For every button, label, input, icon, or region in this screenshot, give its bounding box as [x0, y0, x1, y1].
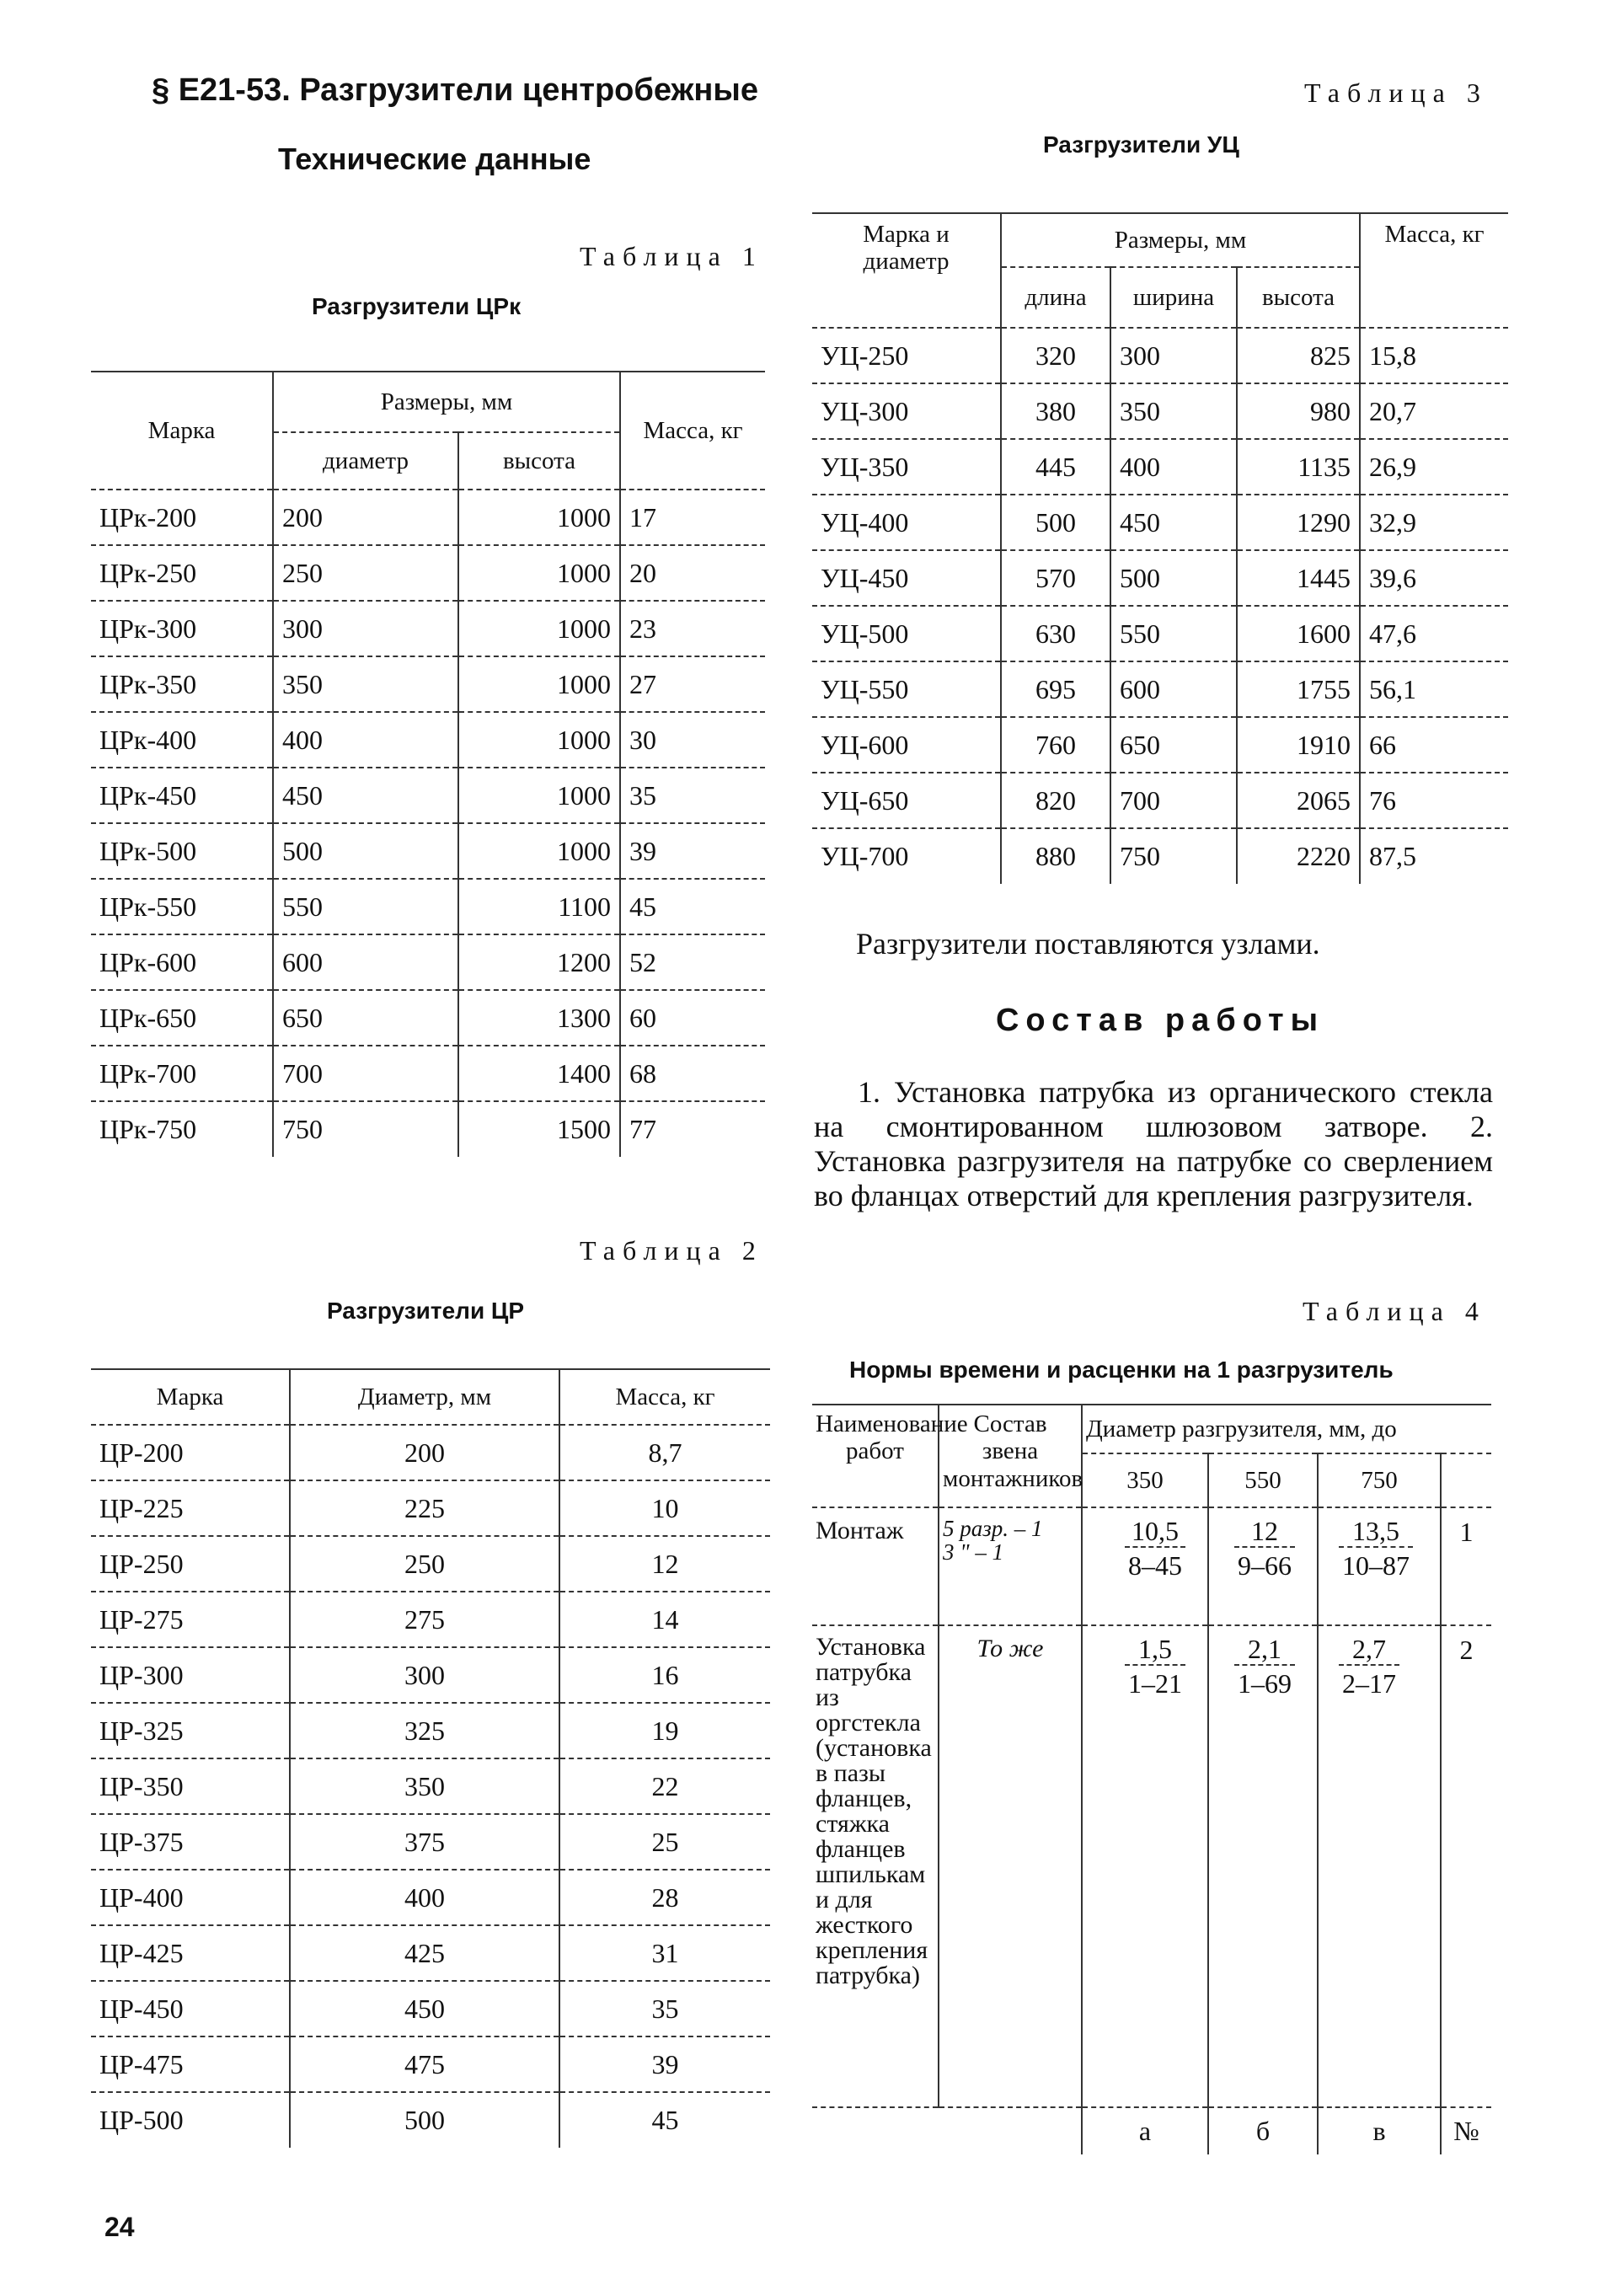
t4-row1-v2-price: 9–66: [1238, 1550, 1292, 1582]
t3-cell-length: 820: [1001, 773, 1110, 828]
t4-row2-no: 2: [1459, 1635, 1474, 1665]
t4-row2-name: Установка патрубка из оргстекла (установка в пазы фланцев, стяжка фланцев шпильками для жесткого крепления патрубка): [812, 1625, 939, 2107]
t4-row2-v2-norm: 2,1: [1234, 1635, 1295, 1666]
table-row: [812, 550, 1508, 606]
t4-row2-v3: [1318, 1625, 1441, 2107]
t3-cell-length: 380: [1001, 383, 1110, 439]
table-row: [91, 879, 765, 934]
t4-row1-v2: [1208, 1507, 1318, 1625]
t3-cell-width: 400: [1110, 439, 1237, 495]
t4-footer-empty2: [939, 2107, 1082, 2154]
t3-cell-height: 1290: [1237, 495, 1360, 550]
t2-cell-mark: ЦР-425: [91, 1925, 290, 1981]
t3-cell-mass: 76: [1360, 773, 1508, 828]
t2-cell-mass: 19: [559, 1703, 770, 1758]
table-row: [91, 768, 765, 823]
t3-cell-length: 320: [1001, 328, 1110, 383]
table-row: [91, 1046, 765, 1101]
t4-row2-crew: То же: [939, 1625, 1082, 2107]
t2-cell-diameter: 500: [290, 2092, 559, 2148]
table-row: [812, 717, 1508, 773]
t2-cell-mass: 14: [559, 1592, 770, 1647]
table-row: [91, 934, 765, 990]
table-row: [91, 1425, 770, 1480]
t3-head-width: ширина: [1110, 267, 1237, 328]
table-row: [812, 495, 1508, 550]
table-row: [91, 545, 765, 601]
t2-cell-mass: 22: [559, 1758, 770, 1814]
t3-cell-height: 1600: [1237, 606, 1360, 661]
t3-cell-width: 700: [1110, 773, 1237, 828]
t1-cell-mass: 60: [620, 990, 765, 1046]
t3-cell-mass: 47,6: [1360, 606, 1508, 661]
t1-cell-mass: 20: [620, 545, 765, 601]
t3-cell-width: 600: [1110, 661, 1237, 717]
table-row: [812, 383, 1508, 439]
table3-label: Таблица 3: [1304, 78, 1488, 108]
t1-cell-height: 1000: [458, 545, 620, 601]
t4-head-no: [1441, 1453, 1491, 1507]
t3-cell-length: 760: [1001, 717, 1110, 773]
t1-cell-diameter: 250: [273, 545, 458, 601]
table-row: [91, 990, 765, 1046]
t3-cell-mass: 39,6: [1360, 550, 1508, 606]
t4-footer-v: в: [1318, 2107, 1441, 2154]
t1-cell-diameter: 700: [273, 1046, 458, 1101]
t2-cell-diameter: 250: [290, 1536, 559, 1592]
t2-cell-diameter: 300: [290, 1647, 559, 1703]
t1-cell-height: 1000: [458, 601, 620, 656]
t1-cell-mark: ЦРк-700: [91, 1046, 273, 1101]
t4-row2-v3-norm: 2,7: [1339, 1635, 1399, 1666]
t2-cell-mass: 45: [651, 2105, 679, 2135]
t4-head-d750: 750: [1318, 1453, 1441, 1507]
table2-label: Таблица 2: [580, 1235, 763, 1266]
t3-head-sizes: Размеры, мм: [1001, 213, 1360, 267]
t3-cell-length: 500: [1001, 495, 1110, 550]
table-row: [812, 1625, 1491, 2107]
t1-cell-height: 1400: [458, 1046, 620, 1101]
t1-cell-mass: 35: [620, 768, 765, 823]
t2-cell-mass: 10: [559, 1480, 770, 1536]
t1-cell-mass: 52: [620, 934, 765, 990]
table-row: [91, 1870, 770, 1925]
table4-label: Таблица 4: [1303, 1296, 1486, 1326]
t2-cell-mark: ЦР-450: [91, 1981, 290, 2036]
t1-cell-mass: 17: [620, 490, 765, 545]
t4-row2-v1: [1082, 1625, 1208, 2107]
t2-head-mass: Масса, кг: [559, 1369, 770, 1425]
table-row: [91, 1758, 770, 1814]
t1-cell-diameter: 500: [273, 823, 458, 879]
t1-cell-mass: 27: [620, 656, 765, 712]
t2-cell-mass: 16: [559, 1647, 770, 1703]
t3-cell-height: 825: [1237, 328, 1360, 383]
t2-cell-diameter: 375: [290, 1814, 559, 1870]
t1-cell-height: 1500: [458, 1101, 620, 1157]
t1-cell-mass: 39: [620, 823, 765, 879]
t3-head-mass: Масса, кг: [1360, 213, 1508, 328]
t2-head-diameter: Диаметр, мм: [290, 1369, 559, 1425]
work-text: 1. Установка патрубка из органического стекла на смонтированном шлюзовом затворе. 2. Установка разгрузителя на патрубке со сверлением во фланцах отверстий для крепления разгрузителя.: [814, 1075, 1493, 1212]
t4-row1-v2-norm: 12: [1234, 1517, 1295, 1548]
t4-row2-v3-price: 2–17: [1342, 1668, 1396, 1699]
t2-cell-mass: 39: [559, 2036, 770, 2092]
t3-cell-height: 1910: [1237, 717, 1360, 773]
supply-note: Разгрузители поставляются узлами.: [856, 927, 1320, 961]
table-row: [91, 1703, 770, 1758]
t3-head-height: высота: [1237, 267, 1360, 328]
t4-footer-b: б: [1208, 2107, 1318, 2154]
t3-cell-mark: УЦ-450: [812, 550, 1001, 606]
t4-row1-v3-norm: 13,5: [1339, 1517, 1413, 1548]
t2-cell-mark: ЦР-225: [91, 1480, 290, 1536]
t2-cell-mark: ЦР-250: [91, 1536, 290, 1592]
t2-cell-diameter: 225: [290, 1480, 559, 1536]
table2-title: Разгрузители ЦР: [327, 1298, 525, 1324]
t3-head-mark: Марка и диаметр: [812, 213, 1001, 328]
t1-cell-mark: ЦРк-650: [91, 990, 273, 1046]
t3-cell-height: 980: [1237, 383, 1360, 439]
t1-head-mass: Масса, кг: [620, 372, 765, 490]
t1-cell-height: 1000: [458, 712, 620, 768]
t3-cell-mark: УЦ-650: [812, 773, 1001, 828]
t1-cell-height: 1300: [458, 990, 620, 1046]
t4-row1-v3: [1318, 1507, 1441, 1625]
t4-head-d550: 550: [1208, 1453, 1318, 1507]
t2-cell-mass: 35: [559, 1981, 770, 2036]
table-row: [812, 328, 1508, 383]
table-row: [91, 823, 765, 879]
t3-cell-mark: УЦ-600: [812, 717, 1001, 773]
table4: [812, 1404, 1491, 2154]
table1-title: Разгрузители ЦРк: [312, 293, 522, 319]
table-row: [91, 601, 765, 656]
t4-row1-v1-norm: 10,5: [1125, 1517, 1185, 1548]
t3-cell-length: 630: [1001, 606, 1110, 661]
table3: [812, 212, 1508, 884]
t3-cell-width: 500: [1110, 550, 1237, 606]
t4-head-name: Наименование работ: [812, 1405, 939, 1507]
t4-row2-v2: [1208, 1625, 1318, 2107]
t1-cell-mass: 77: [629, 1114, 656, 1144]
t3-cell-mark: УЦ-550: [812, 661, 1001, 717]
t2-cell-mass: 8,7: [559, 1425, 770, 1480]
t2-cell-mass: 12: [559, 1536, 770, 1592]
t2-head-mark: Марка: [91, 1369, 290, 1425]
t4-footer-empty1: [812, 2107, 939, 2154]
t1-cell-height: 1100: [458, 879, 620, 934]
t2-cell-mass: 28: [559, 1870, 770, 1925]
t3-cell-mark: УЦ-700: [812, 828, 1001, 884]
t3-cell-mass: 20,7: [1360, 383, 1508, 439]
t1-cell-mass: 23: [620, 601, 765, 656]
t1-head-sizes: Размеры, мм: [273, 372, 620, 432]
t1-cell-diameter: 550: [273, 879, 458, 934]
t1-cell-height: 1000: [458, 490, 620, 545]
t4-row1-v1-price: 8–45: [1128, 1550, 1182, 1582]
t2-cell-mass: 25: [559, 1814, 770, 1870]
t3-cell-length: 445: [1001, 439, 1110, 495]
t3-cell-width: 750: [1110, 828, 1237, 884]
t3-cell-length: 570: [1001, 550, 1110, 606]
t3-cell-mass: 26,9: [1360, 439, 1508, 495]
table-row: [91, 490, 765, 545]
t2-cell-mark: ЦР-275: [91, 1592, 290, 1647]
t3-cell-mark: УЦ-250: [812, 328, 1001, 383]
t1-cell-mark: ЦРк-250: [91, 545, 273, 601]
t2-cell-diameter: 325: [290, 1703, 559, 1758]
t1-cell-diameter: 450: [273, 768, 458, 823]
t1-cell-diameter: 600: [273, 934, 458, 990]
t1-cell-mark: ЦРк-450: [91, 768, 273, 823]
table-row: [91, 1480, 770, 1536]
t1-cell-mass: 45: [620, 879, 765, 934]
t4-row1-name: Монтаж: [812, 1507, 939, 1625]
table-row: [91, 1925, 770, 1981]
table-row: [91, 712, 765, 768]
table1: [91, 371, 765, 1157]
table4-title: Нормы времени и расценки на 1 разгрузитель: [849, 1357, 1394, 1383]
t1-cell-mass: 30: [620, 712, 765, 768]
t3-cell-height: 1755: [1237, 661, 1360, 717]
section-subtitle: Технические данные: [278, 142, 591, 176]
t2-cell-mark: ЦР-325: [91, 1703, 290, 1758]
t4-footer-no: №: [1441, 2107, 1491, 2154]
t1-cell-mark: ЦРк-550: [91, 879, 273, 934]
t2-cell-diameter: 425: [290, 1925, 559, 1981]
t3-cell-mark: УЦ-500: [812, 606, 1001, 661]
table-row: [91, 1536, 770, 1592]
t1-head-diameter: диаметр: [273, 432, 458, 490]
t2-cell-diameter: 400: [290, 1870, 559, 1925]
t3-cell-mass: 66: [1360, 717, 1508, 773]
section-title: § Е21-53. Разгрузители центробежные: [152, 72, 758, 108]
t1-cell-diameter: 350: [273, 656, 458, 712]
t4-row2-v2-price: 1–69: [1238, 1668, 1292, 1699]
t1-cell-diameter: 400: [273, 712, 458, 768]
table-row: [91, 1981, 770, 2036]
t4-row1-crew-line2: 3 " – 1: [943, 1539, 1004, 1565]
t1-cell-height: 1000: [458, 656, 620, 712]
t3-cell-length: 880: [1001, 828, 1110, 884]
table3-title: Разгрузители УЦ: [1043, 131, 1239, 158]
t1-cell-mark: ЦРк-400: [91, 712, 273, 768]
t4-footer-a: а: [1082, 2107, 1208, 2154]
t1-cell-mark: ЦРк-200: [91, 490, 273, 545]
t4-row2-v1-price: 1–21: [1128, 1668, 1182, 1699]
t4-row1-v1: [1082, 1507, 1208, 1625]
table-row: [91, 1592, 770, 1647]
t2-cell-diameter: 350: [290, 1758, 559, 1814]
t2-cell-mass: 31: [559, 1925, 770, 1981]
t4-row2-v1-norm: 1,5: [1125, 1635, 1185, 1666]
t4-row1-no: 1: [1441, 1507, 1491, 1625]
t3-cell-height: 2065: [1237, 773, 1360, 828]
t4-head-crew: Состав звена монтажников: [939, 1405, 1082, 1507]
t4-row1-crew: [939, 1507, 1082, 1625]
table2: [91, 1368, 770, 2148]
t1-cell-height: 1000: [458, 768, 620, 823]
table-row: [91, 1101, 765, 1157]
t2-cell-mark: ЦР-300: [91, 1647, 290, 1703]
page-number: 24: [104, 2212, 135, 2242]
t1-cell-mark: ЦРк-350: [91, 656, 273, 712]
t4-head-diameter: Диаметр разгрузителя, мм, до: [1082, 1405, 1491, 1453]
t3-cell-mark: УЦ-350: [812, 439, 1001, 495]
t4-footer-row: [812, 2107, 1491, 2154]
table-row: [91, 1647, 770, 1703]
t3-cell-width: 350: [1110, 383, 1237, 439]
t2-cell-mark: ЦР-400: [91, 1870, 290, 1925]
t2-cell-mark: ЦР-350: [91, 1758, 290, 1814]
table-row: [91, 2036, 770, 2092]
t3-cell-mark: УЦ-300: [812, 383, 1001, 439]
t1-cell-diameter: 750: [273, 1101, 458, 1157]
t3-cell-mark: УЦ-400: [812, 495, 1001, 550]
table-row: [812, 661, 1508, 717]
t3-cell-height: 2220: [1237, 828, 1360, 884]
t1-cell-diameter: 650: [273, 990, 458, 1046]
t2-cell-diameter: 275: [290, 1592, 559, 1647]
table-row: [91, 656, 765, 712]
t3-cell-mass: 87,5: [1369, 841, 1417, 871]
t3-cell-length: 695: [1001, 661, 1110, 717]
t4-row1-crew-line1: 5 разр. – 1: [943, 1516, 1043, 1541]
table-row: [812, 828, 1508, 884]
t2-cell-diameter: 200: [290, 1425, 559, 1480]
t1-head-mark: Марка: [91, 372, 273, 490]
t3-cell-mass: 56,1: [1360, 661, 1508, 717]
t4-row1-v3-price: 10–87: [1342, 1550, 1410, 1582]
t1-head-height: высота: [458, 432, 620, 490]
t1-cell-mark: ЦРк-750: [91, 1101, 273, 1157]
table1-label: Таблица 1: [580, 241, 763, 271]
t1-cell-mark: ЦРк-300: [91, 601, 273, 656]
table-row: [812, 1507, 1491, 1625]
t1-cell-height: 1200: [458, 934, 620, 990]
t3-cell-mass: 15,8: [1360, 328, 1508, 383]
t3-cell-height: 1445: [1237, 550, 1360, 606]
t4-head-d350: 350: [1082, 1453, 1208, 1507]
table-row: [812, 773, 1508, 828]
t2-cell-mark: ЦР-200: [91, 1425, 290, 1480]
t1-cell-diameter: 300: [273, 601, 458, 656]
table-row: [91, 1814, 770, 1870]
t3-cell-height: 1135: [1237, 439, 1360, 495]
t2-cell-mark: ЦР-500: [91, 2092, 290, 2148]
t3-head-length: длина: [1001, 267, 1110, 328]
t2-cell-mark: ЦР-475: [91, 2036, 290, 2092]
work-title: Состав работы: [995, 1003, 1325, 1038]
t1-cell-mass: 68: [620, 1046, 765, 1101]
t3-cell-width: 550: [1110, 606, 1237, 661]
table-row: [812, 439, 1508, 495]
t1-cell-mark: ЦРк-600: [91, 934, 273, 990]
t3-cell-width: 650: [1110, 717, 1237, 773]
table-row: [812, 606, 1508, 661]
t1-cell-diameter: 200: [273, 490, 458, 545]
t1-cell-mark: ЦРк-500: [91, 823, 273, 879]
table-row: [91, 2092, 770, 2148]
t3-cell-width: 450: [1110, 495, 1237, 550]
t1-cell-height: 1000: [458, 823, 620, 879]
t2-cell-mark: ЦР-375: [91, 1814, 290, 1870]
t3-cell-width: 300: [1110, 328, 1237, 383]
t3-cell-mass: 32,9: [1360, 495, 1508, 550]
t2-cell-diameter: 450: [290, 1981, 559, 2036]
t2-cell-diameter: 475: [290, 2036, 559, 2092]
